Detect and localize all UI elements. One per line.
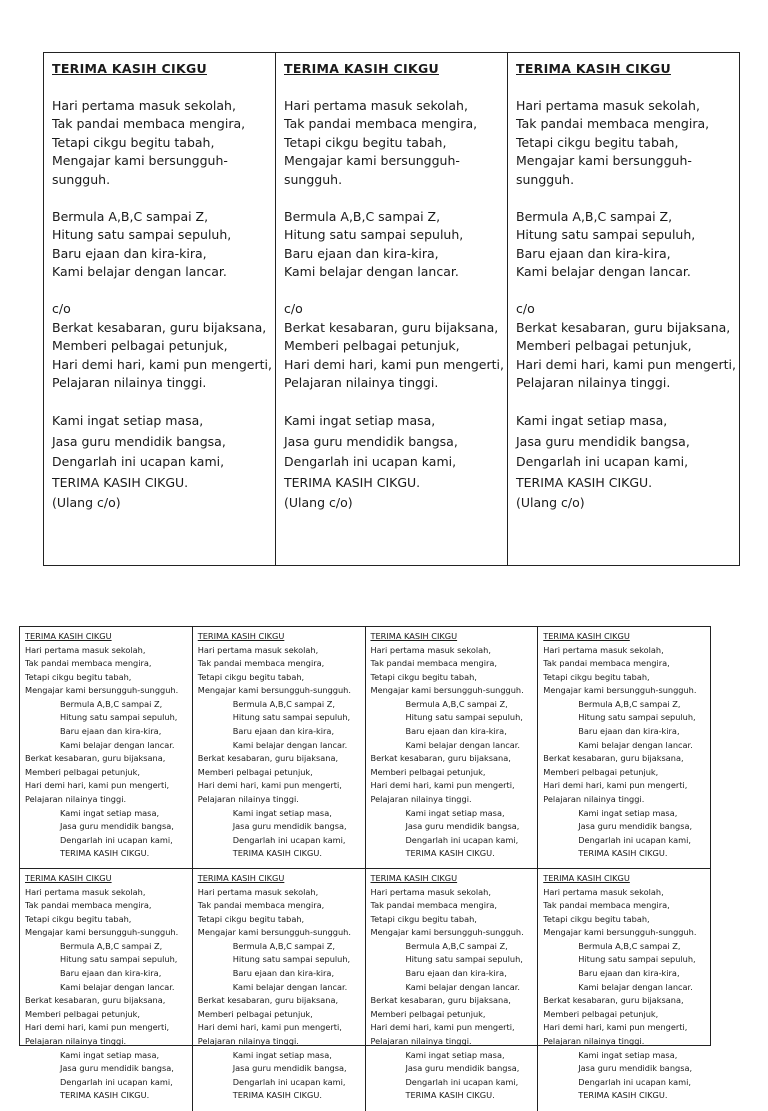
poem-line: Tak pandai membaca mengira,: [25, 658, 152, 669]
poem-line: Hari demi hari, kami pun mengerti,: [197, 1022, 342, 1033]
poem-line: Baru ejaan dan kira-kira,: [60, 726, 162, 737]
poem-line: Memberi pelbagai petunjuk,: [543, 1008, 659, 1019]
poem-title: TERIMA KASIH CIKGU: [543, 873, 630, 883]
poem-line: Kami ingat setiap masa,: [232, 807, 332, 818]
poem-line: Kami belajar dengan lancar.: [60, 981, 175, 992]
poem-line: Memberi pelbagai petunjuk,: [516, 338, 692, 353]
poem-line: Jasa guru mendidik bangsa,: [405, 1063, 520, 1074]
poem-line: Hitung satu sampai sepuluh,: [405, 712, 523, 723]
poem-line: Hari demi hari, kami pun mengerti,: [25, 780, 170, 791]
poem-line: Jasa guru mendidik bangsa,: [60, 821, 174, 832]
poem-line: Tetapi cikgu begitu tabah,: [370, 913, 477, 924]
poem-title: TERIMA KASIH CIKGU: [52, 61, 207, 76]
poem-line: TERIMA KASIH CIKGU.: [232, 848, 322, 859]
poem-line: Dengarlah ini ucapan kami,: [578, 1076, 691, 1087]
large-poem-column: [44, 53, 276, 565]
poem-line: Kami belajar dengan lancar.: [232, 739, 348, 750]
poem-title: TERIMA KASIH CIKGU: [543, 631, 630, 641]
poem-line: Berkat kesabaran, guru bijaksana,: [284, 319, 499, 335]
poem-line: Dengarlah ini ucapan kami,: [578, 834, 691, 845]
poem-line: Tak pandai membaca mengira,: [197, 900, 325, 911]
poem-line: Hari demi hari, kami pun mengerti,: [370, 1022, 515, 1033]
large-poem-table: [43, 52, 740, 566]
poem-line: Dengarlah ini ucapan kami,: [60, 834, 173, 845]
small-poem-card: [20, 627, 193, 868]
poem-line: Kami ingat setiap masa,: [232, 1049, 332, 1060]
poem-line: Kami belajar dengan lancar.: [578, 981, 693, 992]
small-poem-card: [538, 627, 710, 868]
poem-line: Memberi pelbagai petunjuk,: [370, 1008, 486, 1019]
poem-line: Memberi pelbagai petunjuk,: [370, 766, 486, 777]
poem-line: Pelajaran nilainya tinggi.: [516, 375, 671, 390]
poem-line: Bermula A,B,C sampai Z,: [405, 698, 508, 709]
poem-line: Baru ejaan dan kira-kira,: [578, 726, 680, 737]
poem-line: Dengarlah ini ucapan kami,: [284, 454, 457, 469]
small-poem-grid: [19, 626, 711, 1101]
poem-line: Kami belajar dengan lancar.: [516, 264, 691, 279]
poem-line: Mengajar kami bersungguh-: [52, 153, 228, 168]
poem-line: Kami ingat setiap masa,: [284, 413, 436, 428]
small-poem-card: [20, 869, 193, 1111]
poem-line: Kami ingat setiap masa,: [52, 413, 204, 428]
chorus-label: c/o: [284, 301, 303, 316]
stanza-gap: [284, 78, 507, 97]
poem-line: Memberi pelbagai petunjuk,: [197, 1008, 313, 1019]
poem-line: Jasa guru mendidik bangsa,: [232, 1063, 347, 1074]
poem-line: Pelajaran nilainya tinggi.: [370, 794, 472, 805]
poem-line: Bermula A,B,C sampai Z,: [60, 698, 163, 709]
poem-line: Memberi pelbagai petunjuk,: [197, 766, 313, 777]
poem-line: Mengajar kami bersungguh-sungguh.: [543, 685, 697, 696]
poem-line: Hari demi hari, kami pun mengerti,: [370, 780, 515, 791]
poem-line: Hari demi hari, kami pun mengerti,: [543, 1022, 688, 1033]
poem-line: Hari pertama masuk sekolah,: [370, 644, 491, 655]
stanza-gap: [516, 282, 739, 301]
poem-line: Tetapi cikgu begitu tabah,: [25, 913, 132, 924]
poem-line: Kami belajar dengan lancar.: [405, 739, 521, 750]
poem-line: Hari demi hari, kami pun mengerti,: [25, 1022, 170, 1033]
stanza-gap: [516, 393, 739, 412]
poem-line: Baru ejaan dan kira-kira,: [284, 245, 439, 261]
poem-line: TERIMA KASIH CIKGU.: [405, 848, 495, 859]
poem-line: Pelajaran nilainya tinggi.: [370, 1036, 472, 1047]
poem-line: Bermula A,B,C sampai Z,: [284, 208, 441, 224]
poem-line: Dengarlah ini ucapan kami,: [405, 834, 519, 845]
poem-line: Kami belajar dengan lancar.: [60, 739, 175, 750]
poem-line: Tak pandai membaca mengira,: [370, 658, 497, 669]
chorus-label: c/o: [516, 301, 535, 316]
poem-line: TERIMA KASIH CIKGU.: [60, 1090, 150, 1101]
poem-line: TERIMA KASIH CIKGU.: [232, 1090, 322, 1101]
poem-line: Kami ingat setiap masa,: [60, 1049, 160, 1060]
stanza-gap: [284, 282, 507, 301]
stanza-gap: [52, 282, 275, 301]
poem-line: TERIMA KASIH CIKGU.: [578, 1090, 668, 1101]
poem-line: Hari pertama masuk sekolah,: [516, 97, 700, 113]
poem-line: Berkat kesabaran, guru bijaksana,: [516, 319, 731, 335]
poem-line: Kami ingat setiap masa,: [578, 1049, 678, 1060]
poem-line: Tetapi cikgu begitu tabah,: [284, 134, 447, 150]
poem-line: Dengarlah ini ucapan kami,: [232, 834, 346, 845]
poem-line: Tak pandai membaca mengira,: [543, 658, 670, 669]
poem-line: Hari pertama masuk sekolah,: [25, 644, 146, 655]
poem-line: Dengarlah ini ucapan kami,: [60, 1076, 173, 1087]
poem-line: Tetapi cikgu begitu tabah,: [370, 671, 477, 682]
stanza-gap: [52, 393, 275, 412]
poem-line: Pelajaran nilainya tinggi.: [25, 794, 127, 805]
poem-line: Tetapi cikgu begitu tabah,: [516, 134, 679, 150]
poem-line: Kami belajar dengan lancar.: [284, 264, 459, 279]
poem-line: Pelajaran nilainya tinggi.: [284, 375, 439, 390]
small-poem-card: [193, 627, 366, 868]
poem-line: Baru ejaan dan kira-kira,: [516, 245, 671, 261]
poem-line: Kami ingat setiap masa,: [516, 413, 668, 428]
poem-line: Berkat kesabaran, guru bijaksana,: [197, 995, 339, 1006]
poem-line: (Ulang c/o): [516, 495, 585, 510]
poem-line: sungguh.: [284, 171, 343, 187]
poem-title: TERIMA KASIH CIKGU: [284, 61, 439, 76]
poem-line: Mengajar kami bersungguh-sungguh.: [543, 927, 697, 938]
poem-line: Kami belajar dengan lancar.: [578, 739, 693, 750]
poem-line: Hari pertama masuk sekolah,: [284, 97, 468, 113]
poem-title: TERIMA KASIH CIKGU: [370, 873, 458, 883]
poem-line: Pelajaran nilainya tinggi.: [52, 375, 207, 390]
poem-line: Hari pertama masuk sekolah,: [25, 886, 146, 897]
poem-line: Hitung satu sampai sepuluh,: [52, 227, 232, 242]
poem-line: Hitung satu sampai sepuluh,: [232, 712, 351, 723]
poem-line: Hitung satu sampai sepuluh,: [405, 954, 523, 965]
poem-line: Kami ingat setiap masa,: [405, 1049, 505, 1060]
poem-line: Dengarlah ini ucapan kami,: [232, 1076, 346, 1087]
poem-line: Mengajar kami bersungguh-sungguh.: [25, 685, 179, 696]
poem-line: Jasa guru mendidik bangsa,: [405, 821, 520, 832]
poem-line: Mengajar kami bersungguh-sungguh.: [370, 685, 524, 696]
poem-line: Baru ejaan dan kira-kira,: [52, 245, 207, 261]
poem-line: Berkat kesabaran, guru bijaksana,: [370, 995, 511, 1006]
small-poem-card: [366, 627, 539, 868]
poem-line: Memberi pelbagai petunjuk,: [543, 766, 659, 777]
poem-line: Jasa guru mendidik bangsa,: [578, 1063, 693, 1074]
poem-line: Mengajar kami bersungguh-sungguh.: [197, 685, 351, 696]
poem-line: Mengajar kami bersungguh-sungguh.: [370, 927, 524, 938]
poem-line: Hari pertama masuk sekolah,: [543, 644, 664, 655]
poem-line: Hari pertama masuk sekolah,: [370, 886, 491, 897]
poem-line: Bermula A,B,C sampai Z,: [52, 208, 209, 224]
poem-line: Mengajar kami bersungguh-sungguh.: [197, 927, 351, 938]
poem-line: Hari pertama masuk sekolah,: [543, 886, 664, 897]
stanza-gap: [284, 189, 507, 208]
small-poem-card: [193, 869, 366, 1111]
poem-line: Kami belajar dengan lancar.: [232, 981, 348, 992]
stanza-gap: [52, 189, 275, 208]
poem-line: Bermula A,B,C sampai Z,: [232, 698, 335, 709]
poem-line: Bermula A,B,C sampai Z,: [578, 698, 681, 709]
poem-line: Memberi pelbagai petunjuk,: [25, 1008, 141, 1019]
poem-line: Berkat kesabaran, guru bijaksana,: [370, 753, 511, 764]
chorus-label: c/o: [52, 301, 71, 316]
small-poem-card: [538, 869, 710, 1111]
poem-line: Hari demi hari, kami pun mengerti,: [516, 356, 736, 372]
poem-title: TERIMA KASIH CIKGU: [197, 873, 285, 883]
poem-line: Pelajaran nilainya tinggi.: [25, 1036, 127, 1047]
poem-line: TERIMA KASIH CIKGU.: [405, 1090, 495, 1101]
poem-line: Berkat kesabaran, guru bijaksana,: [25, 753, 166, 764]
poem-line: sungguh.: [52, 171, 111, 187]
poem-line: Jasa guru mendidik bangsa,: [52, 433, 226, 449]
large-poem-column: [508, 53, 739, 565]
poem-line: Mengajar kami bersungguh-: [284, 153, 460, 168]
poem-line: Baru ejaan dan kira-kira,: [232, 726, 335, 737]
poem-line: Hari pertama masuk sekolah,: [197, 644, 319, 655]
poem-title: TERIMA KASIH CIKGU: [197, 631, 285, 641]
poem-line: Tetapi cikgu begitu tabah,: [543, 671, 650, 682]
poem-line: Memberi pelbagai petunjuk,: [52, 338, 228, 353]
poem-line: Bermula A,B,C sampai Z,: [516, 208, 673, 224]
poem-line: Bermula A,B,C sampai Z,: [232, 940, 335, 951]
poem-line: Hitung satu sampai sepuluh,: [578, 712, 696, 723]
poem-line: Berkat kesabaran, guru bijaksana,: [543, 995, 684, 1006]
poem-line: Hitung satu sampai sepuluh,: [60, 954, 178, 965]
small-poem-row: [20, 627, 710, 869]
poem-line: Tak pandai membaca mengira,: [284, 116, 478, 131]
poem-line: sungguh.: [516, 171, 575, 187]
poem-line: Kami ingat setiap masa,: [405, 807, 505, 818]
poem-line: Jasa guru mendidik bangsa,: [60, 1063, 174, 1074]
poem-line: Bermula A,B,C sampai Z,: [405, 940, 508, 951]
poem-line: Berkat kesabaran, guru bijaksana,: [543, 753, 684, 764]
poem-line: Hitung satu sampai sepuluh,: [516, 227, 696, 242]
poem-line: Pelajaran nilainya tinggi.: [543, 794, 645, 805]
poem-line: Tak pandai membaca mengira,: [25, 900, 152, 911]
small-poem-row: [20, 869, 710, 1111]
poem-line: TERIMA KASIH CIKGU.: [284, 474, 421, 490]
poem-line: TERIMA KASIH CIKGU.: [578, 848, 668, 859]
poem-line: Berkat kesabaran, guru bijaksana,: [25, 995, 166, 1006]
poem-line: Baru ejaan dan kira-kira,: [405, 968, 507, 979]
poem-line: Hitung satu sampai sepuluh,: [284, 227, 464, 242]
poem-line: Kami ingat setiap masa,: [578, 807, 678, 818]
poem-line: Bermula A,B,C sampai Z,: [578, 940, 681, 951]
poem-line: Pelajaran nilainya tinggi.: [543, 1036, 645, 1047]
poem-line: Hari demi hari, kami pun mengerti,: [197, 780, 342, 791]
poem-line: Tetapi cikgu begitu tabah,: [543, 913, 650, 924]
poem-line: Tetapi cikgu begitu tabah,: [197, 671, 305, 682]
poem-line: Hari pertama masuk sekolah,: [197, 886, 319, 897]
poem-line: TERIMA KASIH CIKGU.: [516, 474, 653, 490]
poem-title: TERIMA KASIH CIKGU: [25, 631, 112, 641]
poem-line: Tak pandai membaca mengira,: [543, 900, 670, 911]
poem-line: Hitung satu sampai sepuluh,: [232, 954, 351, 965]
poem-line: Memberi pelbagai petunjuk,: [284, 338, 460, 353]
poem-line: Mengajar kami bersungguh-sungguh.: [25, 927, 179, 938]
poem-line: Hari demi hari, kami pun mengerti,: [284, 356, 504, 372]
poem-line: Memberi pelbagai petunjuk,: [25, 766, 141, 777]
poem-line: Pelajaran nilainya tinggi.: [197, 1036, 299, 1047]
stanza-gap: [516, 189, 739, 208]
poem-line: Bermula A,B,C sampai Z,: [60, 940, 163, 951]
poem-line: Jasa guru mendidik bangsa,: [578, 821, 693, 832]
poem-line: Pelajaran nilainya tinggi.: [197, 794, 299, 805]
poem-line: Tak pandai membaca mengira,: [197, 658, 325, 669]
poem-title: TERIMA KASIH CIKGU: [370, 631, 458, 641]
poem-line: Hitung satu sampai sepuluh,: [60, 712, 178, 723]
poem-line: TERIMA KASIH CIKGU.: [60, 848, 150, 859]
stanza-gap: [284, 393, 507, 412]
poem-line: Hitung satu sampai sepuluh,: [578, 954, 696, 965]
stanza-gap: [516, 78, 739, 97]
poem-line: Tetapi cikgu begitu tabah,: [52, 134, 215, 150]
poem-line: Tetapi cikgu begitu tabah,: [197, 913, 305, 924]
poem-line: Baru ejaan dan kira-kira,: [232, 968, 335, 979]
poem-line: Hari pertama masuk sekolah,: [52, 97, 236, 113]
large-poem-column: [276, 53, 508, 565]
poem-line: TERIMA KASIH CIKGU.: [52, 474, 189, 490]
poem-line: Baru ejaan dan kira-kira,: [405, 726, 507, 737]
poem-line: Kami belajar dengan lancar.: [52, 264, 227, 279]
poem-line: Jasa guru mendidik bangsa,: [284, 433, 458, 449]
poem-line: Dengarlah ini ucapan kami,: [405, 1076, 519, 1087]
poem-line: Baru ejaan dan kira-kira,: [60, 968, 162, 979]
poem-line: Tetapi cikgu begitu tabah,: [25, 671, 132, 682]
poem-line: Berkat kesabaran, guru bijaksana,: [197, 753, 339, 764]
poem-line: Berkat kesabaran, guru bijaksana,: [52, 319, 267, 335]
poem-line: Tak pandai membaca mengira,: [516, 116, 710, 131]
poem-line: Jasa guru mendidik bangsa,: [232, 821, 347, 832]
poem-line: Kami belajar dengan lancar.: [405, 981, 521, 992]
poem-line: Tak pandai membaca mengira,: [52, 116, 246, 131]
poem-line: Jasa guru mendidik bangsa,: [516, 433, 690, 449]
stanza-gap: [52, 78, 275, 97]
poem-title: TERIMA KASIH CIKGU: [25, 873, 112, 883]
poem-line: Kami ingat setiap masa,: [60, 807, 160, 818]
poem-line: Baru ejaan dan kira-kira,: [578, 968, 680, 979]
poem-line: Dengarlah ini ucapan kami,: [52, 454, 225, 469]
poem-line: (Ulang c/o): [284, 495, 353, 510]
poem-line: Hari demi hari, kami pun mengerti,: [52, 356, 272, 372]
poem-line: Mengajar kami bersungguh-: [516, 153, 692, 168]
poem-line: Tak pandai membaca mengira,: [370, 900, 497, 911]
poem-line: Dengarlah ini ucapan kami,: [516, 454, 689, 469]
poem-title: TERIMA KASIH CIKGU: [516, 61, 671, 76]
small-poem-card: [366, 869, 539, 1111]
poem-line: (Ulang c/o): [52, 495, 121, 510]
poem-line: Hari demi hari, kami pun mengerti,: [543, 780, 688, 791]
